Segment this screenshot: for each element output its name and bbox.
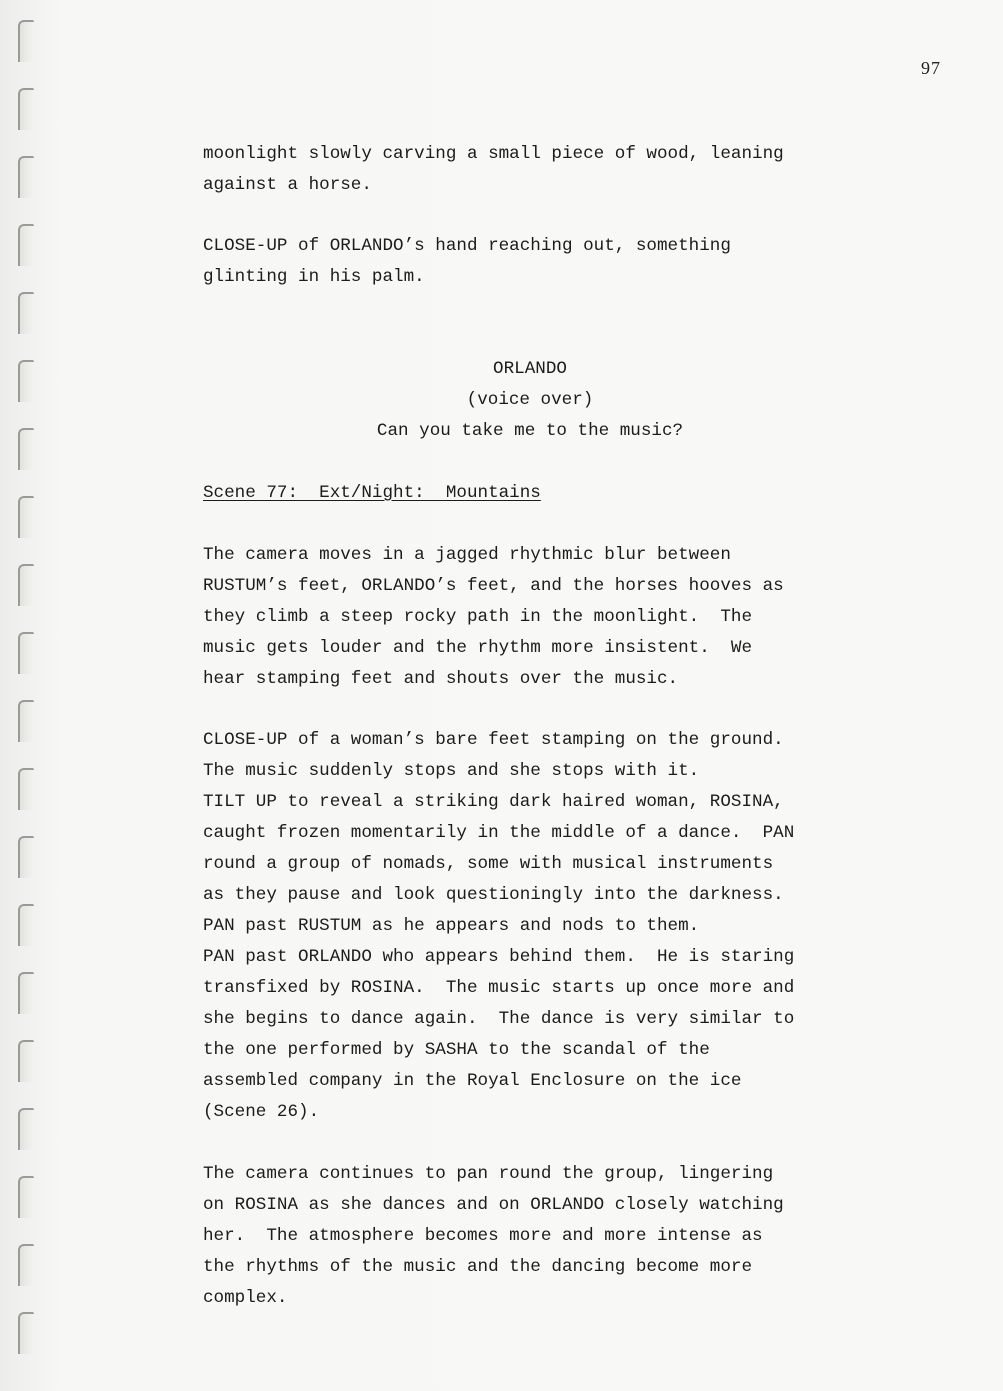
dialogue-parenthetical: (voice over) <box>466 390 594 410</box>
page-number: 97 <box>921 58 941 78</box>
binder-hole <box>18 836 34 878</box>
binder-hole <box>18 292 34 334</box>
scene-heading: Scene 77: Ext/Night: Mountains <box>203 483 541 503</box>
action-paragraph: CLOSE-UP of a woman’s bare feet stamping on the ground. The music suddenly stops and she stops with it. TILT UP to reveal a striking dark haired woman, ROSINA, caught frozen momentarily in the middle of a dance. PAN round a group of nomads, some with musical instruments as they pause and look questioningly into the darkness. PAN past RUSTUM as he appears and nods to them. PAN past ORLANDO who appears behind them. He is staring transfixed by ROSINA. The music starts up once more and she begins to dance again. The dance is very similar to the one performed by SASHA to the scandal of the assembled company in the Royal Enclosure on the ice (Scene 26). <box>203 730 795 1122</box>
binder-hole <box>18 1108 34 1150</box>
binder-hole <box>18 1176 34 1218</box>
binder-hole <box>18 496 34 538</box>
binder-hole <box>18 156 34 198</box>
binder-hole <box>18 564 34 606</box>
binder-hole <box>18 700 34 742</box>
binder-holes <box>14 20 44 1380</box>
action-paragraph: CLOSE-UP of ORLANDO’s hand reaching out, something glinting in his palm. <box>203 236 731 287</box>
binder-hole <box>18 428 34 470</box>
binder-hole <box>18 904 34 946</box>
binder-hole <box>18 1244 34 1286</box>
binder-hole <box>18 768 34 810</box>
binder-hole <box>18 1040 34 1082</box>
action-paragraph: The camera moves in a jagged rhythmic blur between RUSTUM’s feet, ORLANDO’s feet, and the horses hooves as they climb a steep rocky path in the moonlight. The music gets louder and the rhythm more insistent. We hear stamping feet and shouts over the music. <box>203 545 784 689</box>
binder-hole <box>18 1312 34 1354</box>
binder-hole <box>18 632 34 674</box>
dialogue-character: ORLANDO <box>493 359 567 379</box>
binder-hole <box>18 224 34 266</box>
binder-hole <box>18 20 34 62</box>
dialogue-line: Can you take me to the music? <box>376 421 684 441</box>
binder-hole <box>18 360 34 402</box>
action-paragraph: The camera continues to pan round the group, lingering on ROSINA as she dances and on ORLANDO closely watching her. The atmosphere becomes more and more intense as the rhythms of the music and the dancing become more complex. <box>203 1164 784 1308</box>
binder-hole <box>18 88 34 130</box>
action-paragraph: moonlight slowly carving a small piece of wood, leaning against a horse. <box>203 144 784 195</box>
binder-hole <box>18 972 34 1014</box>
